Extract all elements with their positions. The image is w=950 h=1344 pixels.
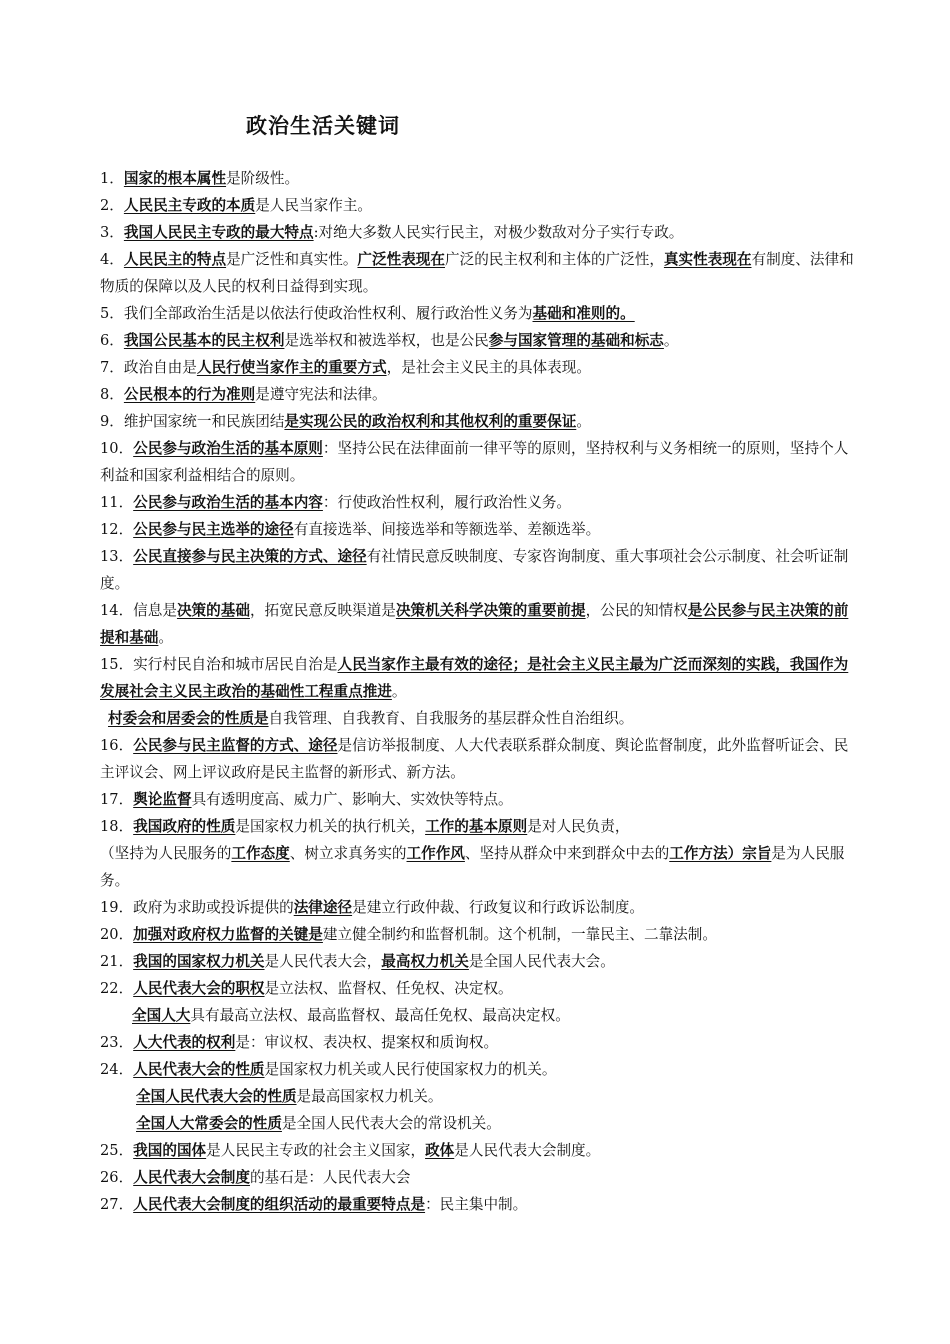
- body-text: 2．: [100, 197, 124, 214]
- body-text: 是人民民主专政的社会主义国家，: [206, 1142, 426, 1159]
- list-item: [100, 381, 860, 408]
- keyword-text: 公民参与政治生活的基本内容: [133, 494, 323, 511]
- body-text: 21．: [100, 953, 134, 970]
- keyword-text: 全国人民代表大会的性质: [136, 1088, 297, 1105]
- body-text: 3．: [100, 224, 124, 241]
- body-text: ，是社会主义民主的具体表现。: [386, 359, 591, 376]
- body-text: 13．: [100, 548, 134, 565]
- list-item: [100, 300, 860, 327]
- list-item: [100, 1002, 860, 1029]
- keyword-text: 我国政府的性质: [133, 818, 236, 835]
- list-item: [100, 786, 860, 813]
- keyword-text: 人大代表的权利: [133, 1034, 236, 1051]
- keyword-text: 法律途径: [293, 899, 353, 916]
- keyword-text: 最高权力机关: [381, 953, 469, 970]
- keyword-text: 工作作风: [406, 845, 465, 862]
- list-item: [100, 975, 860, 1002]
- keyword-text: 广泛性表现在: [357, 251, 445, 268]
- keyword-text: 公民参与民主选举的途径: [133, 521, 294, 538]
- keyword-text: 人民代表大会制度: [133, 1169, 250, 1186]
- keyword-text: 政体: [425, 1142, 455, 1159]
- list-item: [100, 651, 860, 705]
- keyword-text: 我国的国体: [133, 1142, 207, 1159]
- body-text: 广泛的民主权利和主体的广泛性，: [445, 251, 664, 268]
- body-text: 是立法权、监督权、任免权、决定权。: [264, 980, 513, 997]
- body-text: 。: [391, 683, 407, 700]
- list-item: [100, 543, 860, 597]
- keyword-text: 是公民参与民主决策的前提和基础: [100, 602, 849, 646]
- keyword-text: 决策的基础: [176, 602, 250, 619]
- body-text: 。: [663, 332, 679, 349]
- body-text: 19．政府为求助或投诉提供的: [100, 899, 294, 916]
- page-title: 政治生活关键词: [246, 114, 400, 138]
- body-text: （坚持为人民服务的: [100, 845, 232, 862]
- body-text: 26．: [100, 1169, 134, 1186]
- body-text: 是为人民服务。: [100, 845, 845, 889]
- keyword-text: 公民根本的行为准则: [123, 386, 256, 403]
- body-text: 。: [576, 413, 591, 430]
- list-item: [100, 597, 860, 651]
- list-item: [100, 732, 860, 786]
- keyword-text: 工作的基本原则: [425, 818, 528, 835]
- body-text: 是人民代表大会，: [264, 953, 382, 970]
- keyword-text: 人民代表大会的性质: [133, 1061, 265, 1078]
- body-text: 有社情民意反映制度、专家咨询制度、重大事项社会公示制度、社会听证制度。: [100, 548, 849, 592]
- body-text: 22．: [100, 980, 134, 997]
- keyword-text: 公民参与民主监督的方式、途径: [133, 737, 338, 754]
- list-item: [100, 435, 860, 489]
- body-text: 是选举权和被选举权，也是公民: [284, 332, 489, 349]
- body-text: ：民主集中制。: [425, 1196, 528, 1213]
- body-text: 24．: [100, 1061, 134, 1078]
- body-text: 是信访举报制度、人大代表联系群众制度、舆论监督制度，此外监督听证会、民主评议会、网上评议政府是民主监督的新形式、新方法。: [100, 737, 849, 781]
- keyword-text: 我国公民基本的民主权利: [123, 332, 285, 349]
- list-item: [100, 1029, 860, 1056]
- body-text: 是全国人民代表大会的常设机关。: [281, 1115, 501, 1132]
- keyword-text: 我国的国家权力机关: [133, 953, 265, 970]
- keyword-text: 公民参与政治生活的基本原则: [133, 440, 323, 457]
- body-text: 是建立行政仲裁、行政复议和行政诉讼制度。: [352, 899, 644, 916]
- body-text: 是全国人民代表大会。: [468, 953, 615, 970]
- list-item: [100, 894, 860, 921]
- body-text: 6．: [100, 332, 124, 349]
- keyword-text: 真实性表现在: [663, 251, 752, 268]
- list-item: [100, 219, 860, 246]
- body-text: 是：审议权、表决权、提案权和质询权。: [235, 1034, 499, 1051]
- body-text: 27．: [100, 1196, 134, 1213]
- body-text: 是国家权力机关的执行机关，: [235, 818, 426, 835]
- body-text: 的基石是：人民代表大会: [249, 1169, 411, 1186]
- list-item: [100, 921, 860, 948]
- list-item: [100, 705, 860, 732]
- list-item: [100, 1137, 860, 1164]
- body-text: 18．: [100, 818, 134, 835]
- keyword-list: [100, 165, 860, 1218]
- body-text: 具有透明度高、威力广、影响大、实效快等特点。: [191, 791, 513, 808]
- body-text: 、树立求真务实的: [289, 845, 407, 862]
- list-item: [100, 165, 860, 192]
- body-text: 23．: [100, 1034, 134, 1051]
- keyword-text: 工作方法）宗旨: [669, 845, 772, 862]
- list-item: [100, 813, 860, 840]
- keyword-text: 公民直接参与民主决策的方式、途径: [133, 548, 367, 565]
- keyword-text: 国家的根本属性: [123, 170, 227, 187]
- body-text: :对绝大多数人民实行民主，对极少数敌对分子实行专政。: [313, 224, 684, 241]
- body-text: 8．: [100, 386, 124, 403]
- keyword-text: 参与国家管理的基础和标志: [488, 332, 664, 349]
- body-text: ：坚持公民在法律面前一律平等的原则，坚持权利与义务相统一的原则，坚持个人利益和国家利益相结合的原则。: [100, 440, 849, 484]
- list-item: [100, 840, 860, 894]
- body-text: 10．: [100, 440, 134, 457]
- body-text: 9．维护国家统一和民族团结: [100, 413, 285, 430]
- list-item: [100, 408, 860, 435]
- list-item: [100, 327, 860, 354]
- keyword-text: 人民民主专政的本质: [123, 197, 256, 214]
- body-text: 具有最高立法权、最高监督权、最高任免权、最高决定权。: [190, 1007, 570, 1024]
- list-item: [100, 1191, 860, 1218]
- keyword-text: 决策机关科学决策的重要前提: [395, 602, 586, 619]
- list-item: [100, 246, 860, 300]
- keyword-text: 加强对政府权力监督的关键是: [133, 926, 323, 943]
- body-text: 11．: [100, 494, 134, 511]
- body-text: 有制度、法律和物质的保障以及人民的权利日益得到实现。: [100, 251, 854, 295]
- keyword-text: 人民行使当家作主的重要方式: [196, 359, 387, 376]
- list-item: [100, 948, 860, 975]
- list-item: [100, 1083, 860, 1110]
- body-text: 16．: [100, 737, 134, 754]
- list-item: [100, 516, 860, 543]
- keyword-text: 舆论监督: [133, 791, 192, 808]
- body-text: 是对人民负责，: [527, 818, 630, 835]
- body-text: 5．我们全部政治生活是以依法行使政治性权利、履行政治性义务为: [100, 305, 533, 322]
- body-text: 14．信息是: [100, 602, 177, 619]
- list-item: [100, 1056, 860, 1083]
- list-item: [100, 1164, 860, 1191]
- body-text: 12．: [100, 521, 134, 538]
- body-text: 20．: [100, 926, 134, 943]
- keyword-text: 工作态度: [231, 845, 290, 862]
- body-text: ，公民的知情权: [585, 602, 688, 619]
- body-text: ：行使政治性权利，履行政治性义务。: [322, 494, 572, 511]
- body-text: 建立健全制约和监督机制。这个机制，一靠民主、二靠法制。: [322, 926, 717, 943]
- body-text: 是国家权力机关或人民行使国家权力的机关。: [264, 1061, 557, 1078]
- body-text: 17．: [100, 791, 134, 808]
- keyword-text: 村委会和居委会的性质是: [108, 710, 269, 727]
- keyword-text: 全国人大常委会的性质: [136, 1115, 282, 1132]
- keyword-text: 我国人民民主专政的最大特点: [123, 224, 314, 241]
- body-text: 是阶级性。: [226, 170, 300, 187]
- body-text: 是人民代表大会制度。: [454, 1142, 601, 1159]
- keyword-text: 人民代表大会的职权: [133, 980, 265, 997]
- list-item: [100, 354, 860, 381]
- body-text: 、坚持从群众中来到群众中去的: [464, 845, 670, 862]
- body-text: 1．: [100, 170, 124, 187]
- list-item: [100, 489, 860, 516]
- body-text: 是广泛性和真实性。: [226, 251, 358, 268]
- keyword-text: 是实现公民的政治权利和其他权利的重要保证: [284, 413, 577, 430]
- body-text: 是最高国家权力机关。: [296, 1088, 443, 1105]
- keyword-text: 人民代表大会制度的组织活动的最重要特点是: [133, 1196, 426, 1213]
- body-text: ，拓宽民意反映渠道是: [249, 602, 396, 619]
- keyword-text: 人民当家作主最有效的途径；是社会主义民主最为广泛而深刻的实践，我国作为发展社会主义民主政治的基础性工程重点推进: [100, 656, 849, 700]
- body-text: 25．: [100, 1142, 134, 1159]
- keyword-text: 全国人大: [132, 1007, 191, 1024]
- body-text: 7．政治自由是: [100, 359, 197, 376]
- body-text: 4．: [100, 251, 124, 268]
- body-text: 15．实行村民自治和城市居民自治是: [100, 656, 338, 673]
- body-text: 是人民当家作主。: [255, 197, 373, 214]
- body-text: 有直接选举、间接选举和等额选举、差额选举。: [293, 521, 601, 538]
- body-text: 自我管理、自我教育、自我服务的基层群众性自治组织。: [268, 710, 634, 727]
- list-item: [100, 192, 860, 219]
- keyword-text: 人民民主的特点: [123, 251, 227, 268]
- body-text: 。: [158, 629, 173, 646]
- keyword-text: 基础和准则的。: [532, 305, 635, 322]
- body-text: 是遵守宪法和法律。: [255, 386, 387, 403]
- list-item: [100, 1110, 860, 1137]
